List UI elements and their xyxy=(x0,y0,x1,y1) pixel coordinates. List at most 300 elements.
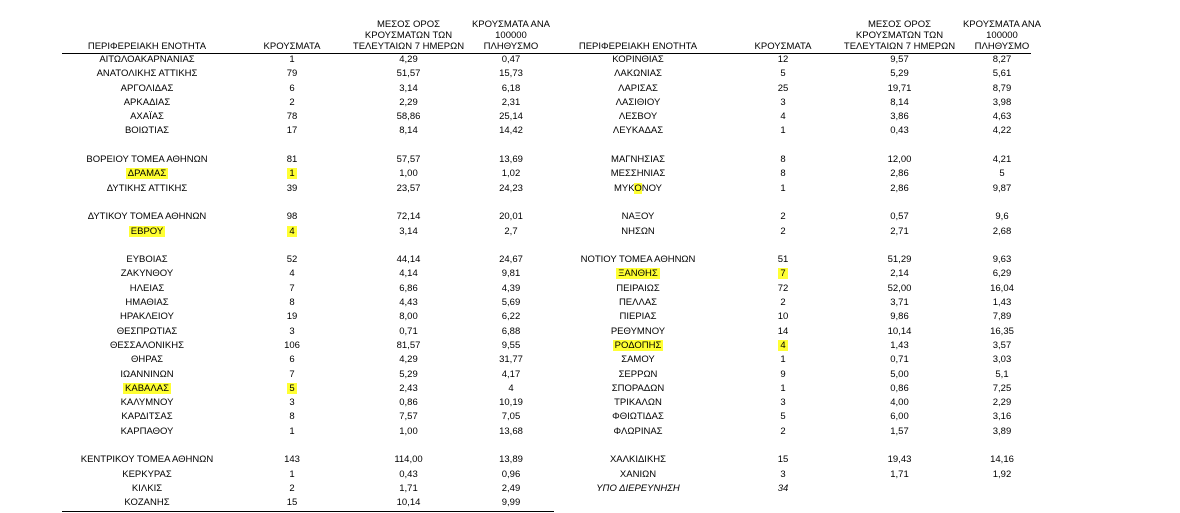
cell-region xyxy=(62,397,232,408)
cell-text: 72,14 xyxy=(396,211,421,223)
header-cases: ΚΡΟΥΣΜΑΤΑ xyxy=(754,41,812,52)
cell-cases xyxy=(232,454,352,465)
cell-cases xyxy=(232,68,352,79)
cell-cases xyxy=(232,111,352,122)
cell-text: 0,43 xyxy=(399,468,418,480)
cell-text: 1 xyxy=(289,425,295,437)
cell-text: 25,14 xyxy=(499,111,523,123)
cell-text: 5,00 xyxy=(890,368,909,380)
cell-avg7 xyxy=(352,297,465,308)
cell-text: 3,98 xyxy=(992,96,1012,108)
cell-cases xyxy=(723,54,843,65)
cell-text: 1,71 xyxy=(890,468,909,480)
cell-text: ΑΙΤΩΛΟΑΚΑΡΝΑΝΙΑΣ xyxy=(99,54,195,65)
cell-text: ΚΑΒΑΛΑΣ xyxy=(125,382,169,394)
cell-text: 9,63 xyxy=(992,254,1012,266)
cell-text: ΗΡΑΚΛΕΙΟΥ xyxy=(120,311,174,323)
cell-text: 4,63 xyxy=(992,111,1012,123)
cell-text: ΤΡΙΚΑΛΩΝ xyxy=(614,397,662,409)
cell-cases xyxy=(232,83,352,94)
cell-region xyxy=(62,426,232,437)
cell-avg7 xyxy=(352,411,465,422)
cell-text: 4 xyxy=(780,111,786,123)
cell-cases xyxy=(723,154,843,165)
cell-region xyxy=(62,454,232,465)
cell-region xyxy=(553,183,723,194)
cell-per100k xyxy=(465,354,557,365)
cell-avg7 xyxy=(352,383,465,394)
cell-per100k xyxy=(956,297,1048,308)
cell-avg7 xyxy=(352,426,465,437)
cell-region xyxy=(62,483,232,494)
cell-region xyxy=(62,340,232,351)
cell-text: 3,86 xyxy=(890,111,909,123)
cell-text: 2,86 xyxy=(890,182,909,194)
cell-region xyxy=(553,68,723,79)
cell-region xyxy=(62,97,232,108)
cell-text: 2,29 xyxy=(399,96,418,108)
cell-region xyxy=(62,54,232,65)
cell-cases xyxy=(723,383,843,394)
cell-region xyxy=(62,369,232,380)
cell-cases xyxy=(723,311,843,322)
cell-per100k xyxy=(956,369,1048,380)
cell-text: ΚΑΛΥΜΝΟΥ xyxy=(120,397,174,409)
cell-cases xyxy=(723,411,843,422)
cell-region xyxy=(553,369,723,380)
cell-avg7 xyxy=(843,125,956,136)
cell-text: 9,57 xyxy=(890,54,909,65)
cell-text: 12,00 xyxy=(887,154,912,166)
cell-text: 5,69 xyxy=(501,297,521,309)
cell-text: 4,14 xyxy=(399,268,418,280)
cell-text: ΑΧΑΪΑΣ xyxy=(130,111,164,123)
cell-avg7 xyxy=(352,154,465,165)
cell-text: 1,00 xyxy=(399,168,418,180)
cell-text: ΔΥΤΙΚΗΣ ΑΤΤΙΚΗΣ xyxy=(106,182,188,194)
cell-per100k xyxy=(956,340,1048,351)
cell-per100k xyxy=(465,183,557,194)
cell-region xyxy=(553,168,723,179)
cell-per100k xyxy=(465,383,557,394)
cell-avg7 xyxy=(843,469,956,480)
cell-cases xyxy=(232,483,352,494)
cell-text: 13,69 xyxy=(499,154,523,166)
cell-cases xyxy=(232,354,352,365)
cell-cases xyxy=(232,168,352,179)
cell-region xyxy=(553,254,723,265)
cell-cases xyxy=(723,454,843,465)
cell-per100k xyxy=(956,111,1048,122)
cell-text: 2 xyxy=(780,211,786,223)
cell-text: 1 xyxy=(780,182,786,194)
cell-avg7 xyxy=(352,340,465,351)
cell-avg7 xyxy=(843,411,956,422)
cell-region xyxy=(62,469,232,480)
cell-text: 8,27 xyxy=(992,54,1012,65)
cell-text: 1,43 xyxy=(992,297,1012,309)
cell-text: 2,14 xyxy=(890,268,909,280)
cell-avg7 xyxy=(352,168,465,179)
cell-region xyxy=(62,226,232,237)
cell-text: 24,23 xyxy=(499,182,523,194)
cell-text: 81,57 xyxy=(396,339,421,351)
cell-text: 1 xyxy=(289,168,295,180)
cell-region xyxy=(62,83,232,94)
cell-per100k xyxy=(465,68,557,79)
cell-text: ΑΡΓΟΛΙΔΑΣ xyxy=(120,82,174,94)
cell-text: 1 xyxy=(780,382,786,394)
cell-text: 14,16 xyxy=(990,454,1014,466)
cell-text: 0,57 xyxy=(890,211,909,223)
cell-text: 3,89 xyxy=(992,425,1012,437)
cell-avg7 xyxy=(352,54,465,65)
cell-avg7 xyxy=(843,211,956,222)
cell-text: ΛΑΚΩΝΙΑΣ xyxy=(614,68,662,80)
cell-text: ΚΕΝΤΡΙΚΟΥ ΤΟΜΕΑ ΑΘΗΝΩΝ xyxy=(80,454,214,466)
cell-text: ΥΠΟ ΔΙΕΡΕΥΝΗΣΗ xyxy=(596,482,680,494)
cell-avg7 xyxy=(352,97,465,108)
cell-text: 8 xyxy=(780,168,786,180)
cell-per100k xyxy=(956,211,1048,222)
cell-text: ΡΟΔΟΠΗΣ xyxy=(614,339,662,351)
cell-text: 6 xyxy=(289,82,295,94)
cell-text: ΦΛΩΡΙΝΑΣ xyxy=(613,425,663,437)
cell-text: 2 xyxy=(780,297,786,309)
cell-per100k xyxy=(956,68,1048,79)
cell-cases xyxy=(723,268,843,279)
cell-per100k xyxy=(956,397,1048,408)
header-rule-left xyxy=(62,53,555,54)
cell-per100k xyxy=(465,411,557,422)
cell-text: 51 xyxy=(777,254,789,266)
cell-per100k xyxy=(465,311,557,322)
cell-cases xyxy=(232,383,352,394)
cell-text: ΘΗΡΑΣ xyxy=(130,354,164,366)
cell-avg7 xyxy=(352,397,465,408)
cell-cases xyxy=(232,154,352,165)
cell-text: ΒΟΙΩΤΙΑΣ xyxy=(124,125,170,137)
cell-text: 3 xyxy=(289,397,295,409)
cell-region xyxy=(553,111,723,122)
cell-text: ΜΥΚΟΝΟΥ xyxy=(614,182,662,194)
cell-cases xyxy=(723,340,843,351)
cell-cases xyxy=(723,326,843,337)
bottom-rule xyxy=(62,511,554,512)
cell-avg7 xyxy=(352,254,465,265)
cell-avg7 xyxy=(352,211,465,222)
cell-text: 24,67 xyxy=(499,254,523,266)
cell-cases xyxy=(232,54,352,65)
cell-text: ΧΑΝΙΩΝ xyxy=(619,468,657,480)
cell-text: ΚΕΡΚΥΡΑΣ xyxy=(122,468,172,480)
cell-region xyxy=(62,254,232,265)
cell-avg7 xyxy=(843,354,956,365)
cell-cases xyxy=(232,211,352,222)
cell-cases xyxy=(232,397,352,408)
cell-text: 7,25 xyxy=(992,382,1012,394)
cell-cases xyxy=(723,254,843,265)
cell-avg7 xyxy=(843,111,956,122)
cell-region xyxy=(553,454,723,465)
cell-per100k xyxy=(956,283,1048,294)
cell-cases xyxy=(723,125,843,136)
cell-region xyxy=(553,297,723,308)
cell-text: 1 xyxy=(289,54,295,65)
cell-region xyxy=(62,268,232,279)
header-region: ΠΕΡΙΦΕΡΕΙΑΚΗ ΕΝΟΤΗΤΑ xyxy=(87,41,207,52)
cell-text: ΣΕΡΡΩΝ xyxy=(618,368,658,380)
cell-text: 3 xyxy=(780,468,786,480)
cell-avg7 xyxy=(352,83,465,94)
cell-region xyxy=(553,426,723,437)
cell-text: ΗΜΑΘΙΑΣ xyxy=(125,297,169,309)
cell-text: 12 xyxy=(777,54,789,65)
cell-text: 7,57 xyxy=(399,411,418,423)
cell-avg7 xyxy=(843,68,956,79)
cell-text: 4 xyxy=(780,339,786,351)
cell-text: 51,57 xyxy=(396,68,421,80)
cell-text: 0,43 xyxy=(890,125,909,137)
cell-text: 1 xyxy=(289,468,295,480)
cell-text: 4,17 xyxy=(501,368,521,380)
cell-avg7 xyxy=(843,283,956,294)
cell-region xyxy=(62,411,232,422)
cell-text: 9,86 xyxy=(890,311,909,323)
cell-cases xyxy=(232,497,352,508)
cell-text: ΚΟΡΙΝΘΙΑΣ xyxy=(612,54,664,65)
cell-text: ΧΑΛΚΙΔΙΚΗΣ xyxy=(609,454,667,466)
cell-cases xyxy=(723,168,843,179)
cell-text: 2,31 xyxy=(501,96,521,108)
cell-cases xyxy=(723,97,843,108)
cell-text: ΚΟΖΑΝΗΣ xyxy=(124,497,170,509)
cell-per100k xyxy=(465,483,557,494)
cell-text: 6 xyxy=(289,354,295,366)
cell-cases xyxy=(723,397,843,408)
cell-per100k xyxy=(956,268,1048,279)
cell-text: 0,47 xyxy=(501,54,521,65)
cell-text: ΘΕΣΠΡΩΤΙΑΣ xyxy=(116,325,178,337)
cell-text: 52 xyxy=(286,254,298,266)
cell-text: 4,29 xyxy=(399,354,418,366)
cell-text: ΦΘΙΩΤΙΔΑΣ xyxy=(612,411,664,423)
cell-text: 6,86 xyxy=(399,282,418,294)
cell-text: ΖΑΚΥΝΘΟΥ xyxy=(120,268,174,280)
cell-text: 34 xyxy=(777,482,789,494)
cell-cases xyxy=(723,83,843,94)
cell-region xyxy=(62,211,232,222)
cell-text: 3,57 xyxy=(992,339,1012,351)
cell-text: ΔΡΑΜΑΣ xyxy=(127,168,167,180)
cell-text: 19,43 xyxy=(887,454,912,466)
cell-per100k xyxy=(465,125,557,136)
cell-text: 2,43 xyxy=(399,382,418,394)
cell-text: 72 xyxy=(777,282,789,294)
cell-avg7 xyxy=(352,111,465,122)
cell-per100k xyxy=(956,326,1048,337)
cell-avg7 xyxy=(352,125,465,136)
cell-text: 10,14 xyxy=(887,325,912,337)
header-avg7: ΜΕΣΟΣ ΟΡΟΣ ΚΡΟΥΣΜΑΤΩΝ ΤΩΝ ΤΕΛΕΥΤΑΙΩΝ 7 ΗΜΕΡΩΝ xyxy=(352,19,465,52)
cell-text: 7 xyxy=(289,368,295,380)
cell-per100k xyxy=(465,340,557,351)
cell-avg7 xyxy=(352,469,465,480)
cell-per100k xyxy=(956,354,1048,365)
cell-text: 3,03 xyxy=(992,354,1012,366)
cell-text: 4 xyxy=(289,268,295,280)
cell-region xyxy=(553,154,723,165)
header-per100k: ΚΡΟΥΣΜΑΤΑ ΑΝΑ 100000 ΠΛΗΘΥΣΜΟ xyxy=(471,19,551,52)
cell-text: 8 xyxy=(289,411,295,423)
cell-text: ΔΥΤΙΚΟΥ ΤΟΜΕΑ ΑΘΗΝΩΝ xyxy=(87,211,207,223)
cell-region xyxy=(553,326,723,337)
cell-per100k xyxy=(465,83,557,94)
cell-avg7 xyxy=(352,497,465,508)
cell-cases xyxy=(723,226,843,237)
cell-avg7 xyxy=(843,268,956,279)
cell-text: 3 xyxy=(289,325,295,337)
cell-avg7 xyxy=(352,483,465,494)
cell-avg7 xyxy=(843,168,956,179)
header-per100k: ΚΡΟΥΣΜΑΤΑ ΑΝΑ 100000 ΠΛΗΘΥΣΜΟ xyxy=(962,19,1042,52)
cell-text: ΚΑΡΔΙΤΣΑΣ xyxy=(121,411,173,423)
cell-avg7 xyxy=(843,426,956,437)
cell-text: 5,29 xyxy=(399,368,418,380)
cell-region xyxy=(62,354,232,365)
cell-text: 1,57 xyxy=(890,425,909,437)
cell-text: 1,71 xyxy=(399,482,418,494)
cell-text: 9,6 xyxy=(995,211,1009,223)
cell-region xyxy=(553,283,723,294)
cell-text: ΕΒΡΟΥ xyxy=(130,225,164,237)
cell-text: 9,99 xyxy=(501,497,521,509)
cell-per100k xyxy=(956,226,1048,237)
cell-text: 19 xyxy=(286,311,298,323)
cell-cases xyxy=(723,369,843,380)
cell-text: 8,79 xyxy=(992,82,1012,94)
cell-text: ΕΥΒΟΙΑΣ xyxy=(126,254,168,266)
cell-per100k xyxy=(956,154,1048,165)
cell-per100k xyxy=(956,54,1048,65)
cell-text: 8 xyxy=(780,154,786,166)
cell-text: 6,29 xyxy=(992,268,1012,280)
cell-text: 25 xyxy=(777,82,789,94)
cell-text: ΒΟΡΕΙΟΥ ΤΟΜΕΑ ΑΘΗΝΩΝ xyxy=(86,154,208,166)
cell-text: ΠΕΛΛΑΣ xyxy=(618,297,658,309)
cell-text: ΘΕΣΣΑΛΟΝΙΚΗΣ xyxy=(110,339,184,351)
cell-avg7 xyxy=(352,369,465,380)
cell-avg7 xyxy=(843,97,956,108)
cell-text: 31,77 xyxy=(499,354,523,366)
cell-cases xyxy=(232,340,352,351)
cell-per100k xyxy=(956,97,1048,108)
cell-per100k xyxy=(956,411,1048,422)
cell-per100k xyxy=(465,497,557,508)
cell-text: 15,73 xyxy=(499,68,523,80)
cell-text: 1,02 xyxy=(501,168,521,180)
cell-cases xyxy=(723,68,843,79)
cell-cases xyxy=(723,354,843,365)
cell-text: ΗΛΕΙΑΣ xyxy=(129,282,165,294)
cell-text: 19,71 xyxy=(887,82,912,94)
cell-text: 51,29 xyxy=(887,254,912,266)
cell-avg7 xyxy=(352,268,465,279)
cell-text: 58,86 xyxy=(396,111,421,123)
cell-per100k xyxy=(956,469,1048,480)
cell-text: 3,14 xyxy=(399,82,418,94)
cell-cases xyxy=(232,411,352,422)
cell-text: 8,14 xyxy=(399,125,418,137)
cell-cases xyxy=(232,226,352,237)
cell-avg7 xyxy=(352,68,465,79)
cell-text: 2 xyxy=(780,225,786,237)
cell-text: 5 xyxy=(780,411,786,423)
cell-text: 3,14 xyxy=(399,225,418,237)
cell-text: 1 xyxy=(780,125,786,137)
cell-per100k xyxy=(956,183,1048,194)
cell-avg7 xyxy=(352,283,465,294)
cell-region xyxy=(553,54,723,65)
cell-cases xyxy=(232,268,352,279)
cell-text: 5,1 xyxy=(995,368,1009,380)
cell-text: 39 xyxy=(286,182,298,194)
cell-avg7 xyxy=(843,454,956,465)
cell-cases xyxy=(232,311,352,322)
cell-text: 8,14 xyxy=(890,96,909,108)
cell-text: 13,68 xyxy=(499,425,523,437)
cell-avg7 xyxy=(352,311,465,322)
cell-cases xyxy=(232,297,352,308)
cell-text: ΞΑΝΘΗΣ xyxy=(618,268,658,280)
cell-avg7 xyxy=(843,226,956,237)
cell-text: 2,71 xyxy=(890,225,909,237)
cell-cases xyxy=(232,326,352,337)
cell-text: 14,42 xyxy=(499,125,523,137)
cell-per100k xyxy=(465,211,557,222)
cell-text: 2,86 xyxy=(890,168,909,180)
cell-text: 0,86 xyxy=(890,382,909,394)
cell-cases xyxy=(723,469,843,480)
cell-text: ΛΑΣΙΘΙΟΥ xyxy=(615,96,661,108)
cell-region xyxy=(62,154,232,165)
partial-highlight: Ο xyxy=(634,182,642,194)
cell-text: ΝΑΞΟΥ xyxy=(621,211,655,223)
cell-per100k xyxy=(465,297,557,308)
cell-region xyxy=(62,183,232,194)
cell-text: ΝΗΣΩΝ xyxy=(621,225,655,237)
cell-region xyxy=(553,397,723,408)
cell-text: ΚΙΛΚΙΣ xyxy=(131,482,163,494)
cell-text: 9,87 xyxy=(992,182,1012,194)
cell-text: 5 xyxy=(780,68,786,80)
cell-text: 0,86 xyxy=(399,397,418,409)
cell-per100k xyxy=(465,469,557,480)
cell-region xyxy=(553,354,723,365)
cell-text: ΛΕΥΚΑΔΑΣ xyxy=(612,125,664,137)
cell-text: 16,35 xyxy=(990,325,1014,337)
cell-region xyxy=(62,311,232,322)
cell-text: 4,21 xyxy=(992,154,1012,166)
cell-cases xyxy=(232,125,352,136)
cell-cases xyxy=(232,283,352,294)
cell-text: ΙΩΑΝΝΙΝΩΝ xyxy=(120,368,174,380)
cell-text: 1,92 xyxy=(992,468,1012,480)
cell-text: 78 xyxy=(286,111,298,123)
cell-text: 2,7 xyxy=(504,225,518,237)
cell-text: 2,49 xyxy=(501,482,521,494)
cell-avg7 xyxy=(352,183,465,194)
